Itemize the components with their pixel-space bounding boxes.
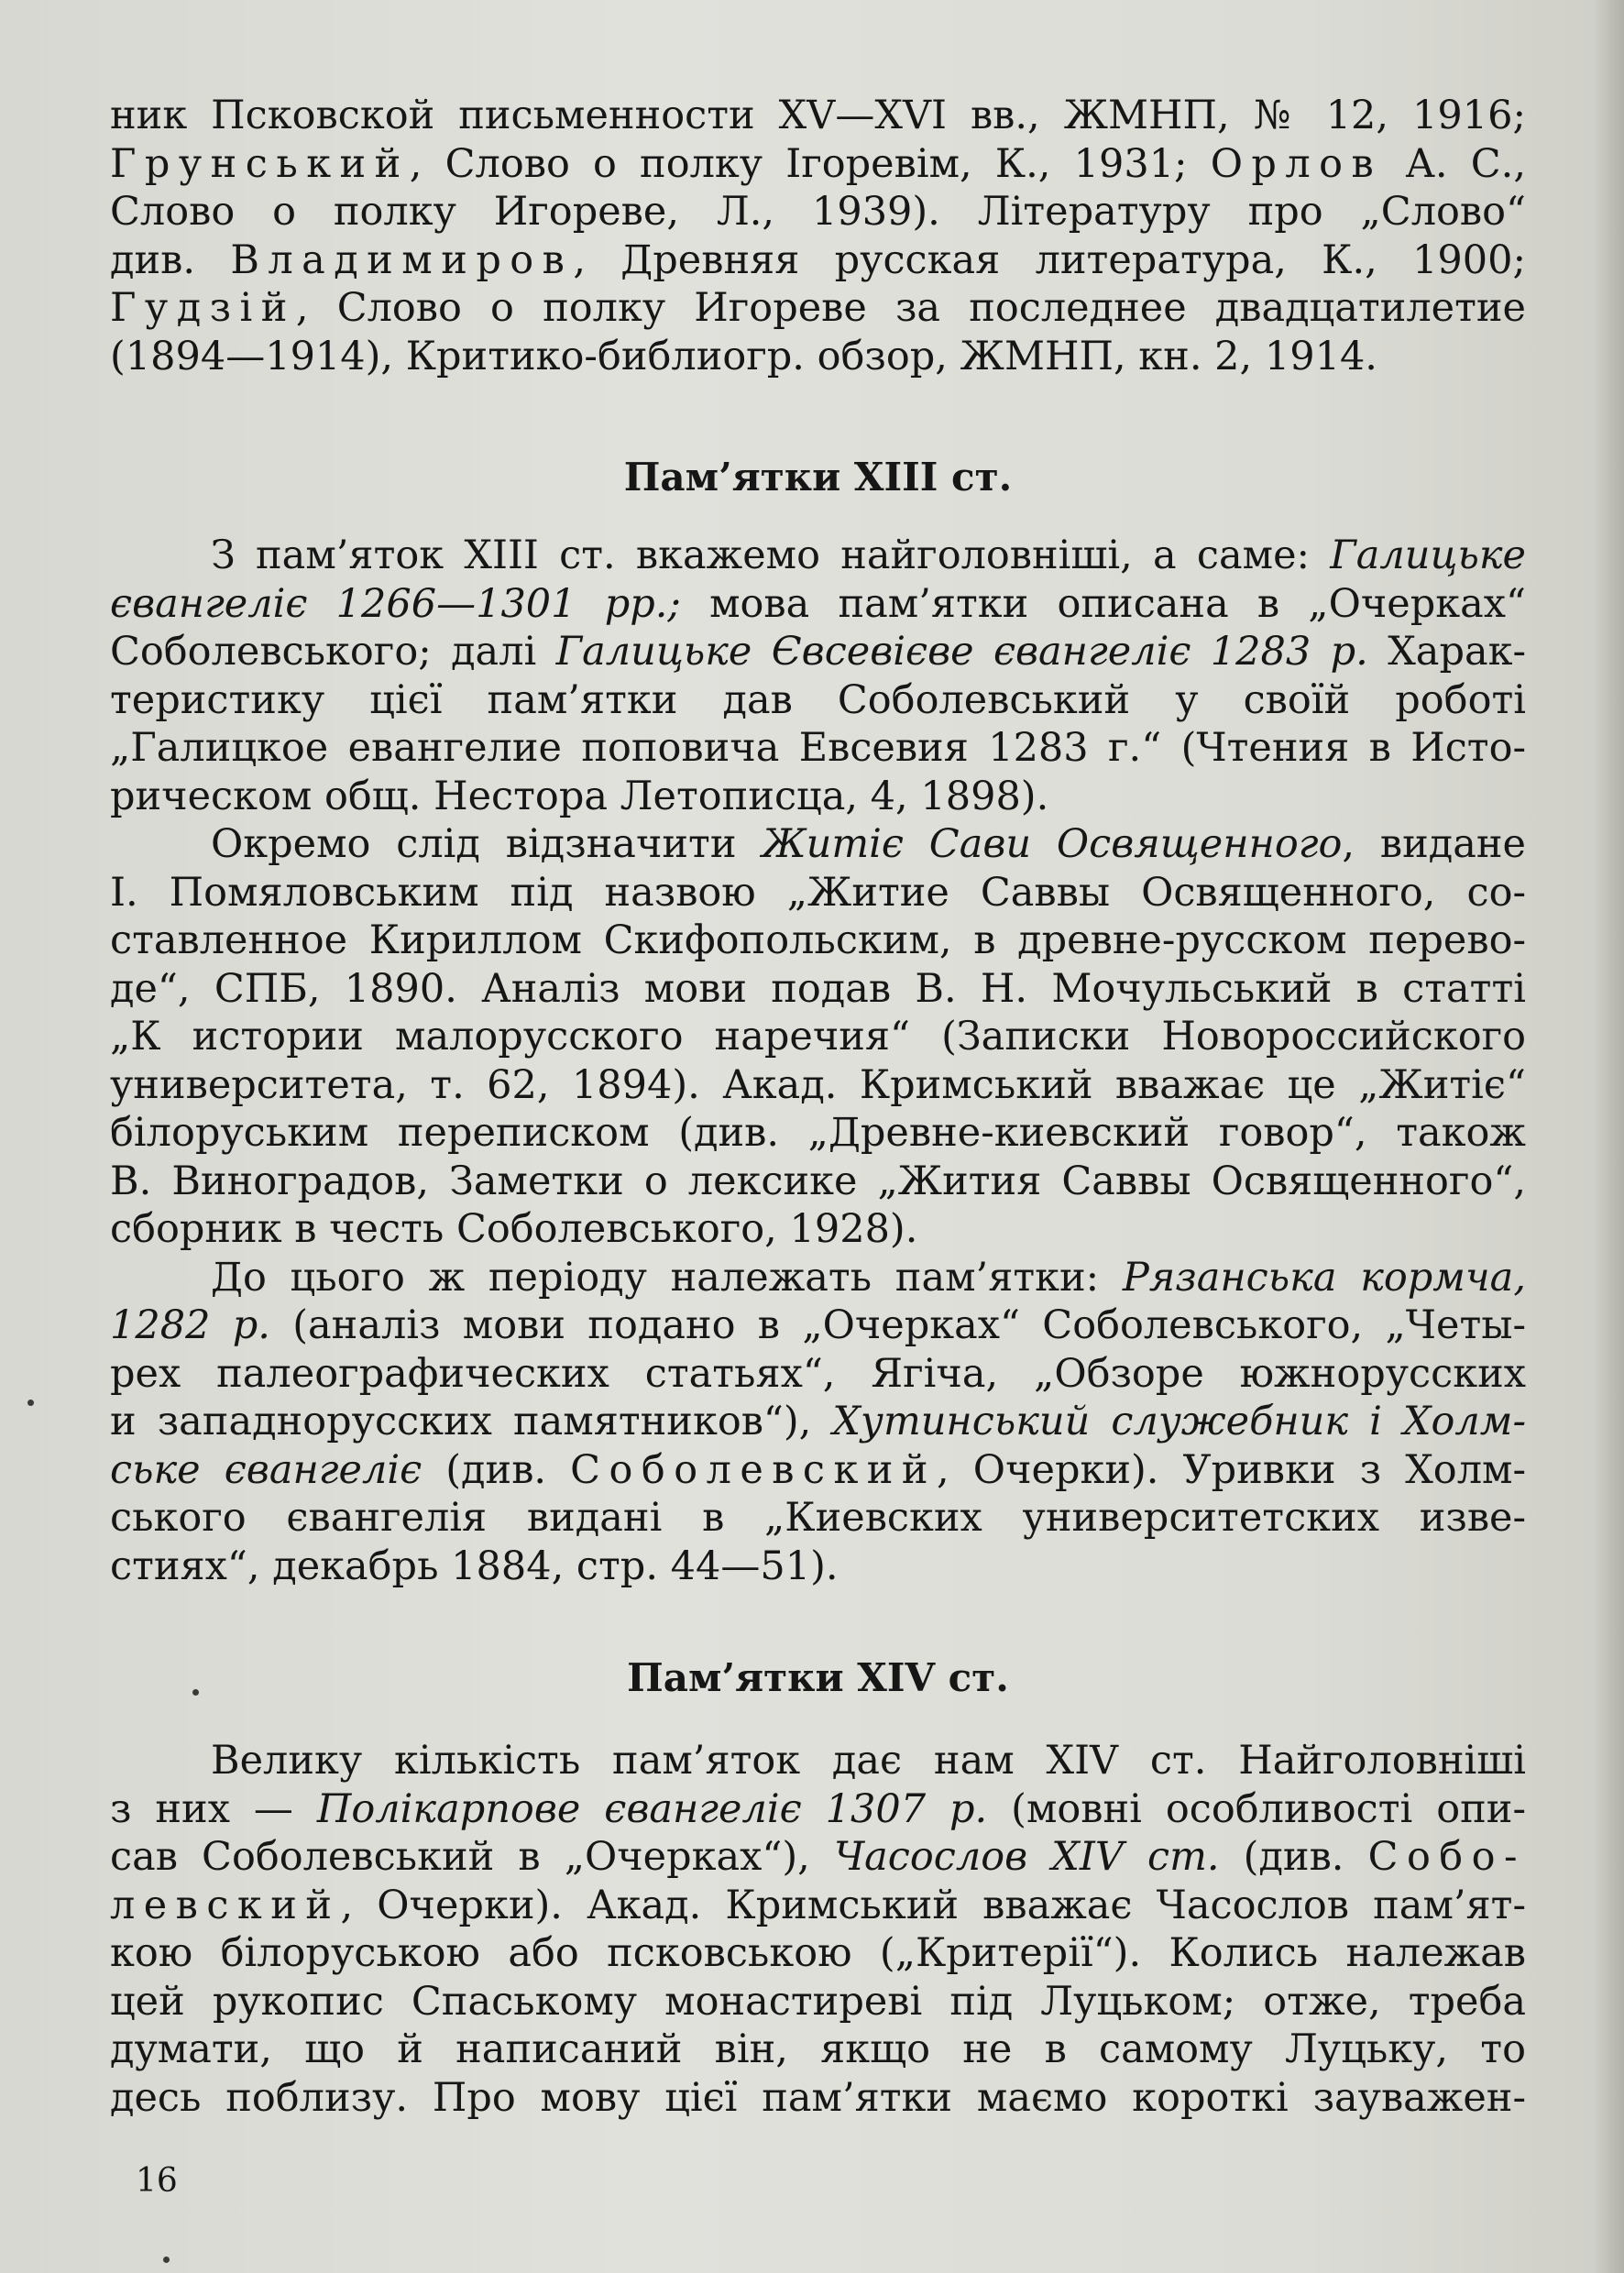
section-heading: Пам’ятки XIV ст. [627,1655,1009,1700]
text-run: з них — [110,1786,317,1832]
text-line [110,676,1526,724]
print-speck [27,1400,34,1406]
text-run: десь поблизу. Про мову цієї пам’ятки маємо короткі зауважен- [110,2075,1526,2121]
text-line [110,724,1526,772]
italic-title: Полікарпове євангеліє 1307 р. [316,1786,988,1832]
text-line [110,1158,1526,1205]
text-line [110,773,1526,820]
text-line [110,1446,1526,1494]
text-run: В. Виноградов, Заметки о лексике „Жития Саввы Освященного“, [110,1158,1526,1204]
text-run: (мовні особливості опи- [987,1786,1526,1832]
text-line [110,284,1526,332]
text-line [110,1254,1526,1301]
text-run: (див. [1219,1834,1368,1880]
text-run: Окремо слід відзначити [211,821,763,867]
text-run: „К истории малорусского наречия“ (Записки Новороссийского [110,1014,1526,1060]
author-name: Гудзій [110,285,296,331]
text-line [110,92,1526,139]
text-line [110,1978,1526,2026]
text-line [110,333,1526,380]
italic-title: ське євангеліє [110,1447,422,1493]
text-line [110,2074,1526,2122]
text-run: З пам’яток XIII ст. вкажемо найголовніші, а саме: [211,533,1331,578]
text-run: сав Соболевський в „Очерках“), [110,1834,834,1880]
text-line [110,1833,1526,1881]
page-number: 16 [136,2162,178,2200]
text-line [110,1301,1526,1349]
text-line [110,188,1526,236]
text-run: „Галицкое евангелие поповича Евсевия 1283 г.“ (Чтения в Исто- [110,725,1526,771]
text-line [110,1205,1526,1253]
text-run: рех палеографических статьях“, Ягіча, „Обзоре южнорусских [110,1351,1526,1397]
text-line [110,1350,1526,1398]
italic-title: Хутинський служебник і Холм- [832,1399,1526,1444]
text-run: (аналіз мови подано в „Очерках“ Соболевського, „Четы- [269,1302,1526,1348]
text-run: цей рукопис Спаському монастиреві під Луцьком; отже, треба [110,1979,1526,2025]
text-run: Харак- [1367,629,1526,675]
text-run: стиях“, декабрь 1884, стр. 44—51). [110,1543,839,1589]
italic-title: 1282 р. [110,1302,270,1348]
text-run: , Очерки). Акад. Кримський вважає Часослов пам’ят- [340,1883,1526,1928]
author-name: Грунський [110,141,410,187]
text-line [110,1785,1526,1833]
author-name: Собо- [1367,1834,1526,1880]
text-run: рическом общ. Нестора Летописца, 4, 1898). [110,774,1049,819]
text-run: А. С., [1382,141,1526,187]
italic-title: Галицьке Євсевієве євангеліє 1283 р. [555,629,1368,675]
text-run: (1894—1914), Критико-библиогр. обзор, ЖМНП, кн. 2, 1914. [110,334,1377,379]
italic-title: Житіє Сави Освященного [762,821,1343,867]
text-line [110,1929,1526,1977]
text-line [110,1543,1526,1590]
text-run: білоруським переписком (див. „Древне-киевский говор“, також [110,1110,1526,1156]
text-line [110,1398,1526,1445]
text-line [110,1013,1526,1060]
text-run: кою білоруською або псковською („Критерії“). Колись належав [110,1930,1526,1976]
text-run: университета, т. 62, 1894). Акад. Кримський вважає це „Житіє“ [110,1062,1526,1108]
author-name: Орлов [1210,141,1383,187]
italic-title: Часослов XIV ст. [833,1834,1220,1880]
italic-title: євангеліє 1266—1301 рр.; [110,581,681,627]
text-line [110,1494,1526,1542]
italic-title: Галицьке [1330,533,1526,578]
text-line [110,820,1526,868]
text-line [110,965,1526,1013]
text-run: До цього ж періоду належать пам’ятки: [211,1255,1123,1301]
text-line [110,1061,1526,1109]
text-run: , Слово о полку Ігоревім, К., 1931; [409,141,1211,187]
text-line [110,140,1526,188]
text-line [110,869,1526,917]
text-line [110,628,1526,675]
text-line [110,1737,1526,1784]
text-line [110,1882,1526,1929]
text-run: теристику цієї пам’ятки дав Соболевський у своїй роботі [110,677,1526,723]
text-run: , Слово о полку Игореве за последнее двадцатилетие [295,285,1526,331]
text-run: І. Помяловським під назвою „Житие Саввы Освященного, со- [110,870,1526,916]
text-run: ського євангелія видані в „Киевских университетских изве- [110,1495,1526,1541]
text-run: , Древняя русская литература, К., 1900; [573,237,1526,283]
text-run: думати, що й написаний він, якщо не в самому Луцьку, то [110,2026,1526,2072]
text-line [110,2026,1526,2073]
print-speck [163,2257,170,2263]
text-run: ник Псковской письменности XV—XVI вв., ЖМНП, № 12, 1916; [110,93,1526,138]
section-heading: Пам’ятки XIII ст. [623,455,1013,500]
author-name: Владимиров [230,237,574,283]
text-run: Велику кількість пам’яток дає нам XIV ст. Найголовніші [211,1738,1526,1784]
text-run: сборник в честь Соболевського, 1928). [110,1206,918,1252]
text-run: Соболевського; далі [110,629,556,675]
text-line [110,236,1526,284]
text-run: ставленное Кириллом Скифопольским, в древне-русском перево- [110,917,1526,963]
text-run: де“, СПБ, 1890. Аналіз мови подав В. Н. Мочульський в статті [110,966,1526,1012]
author-name: Соболевский [570,1447,938,1493]
page-edge-shadow [1593,0,1624,2273]
text-line [110,532,1526,579]
author-name: левский [110,1883,341,1928]
text-run: мова пам’ятки описана в „Очерках“ [680,581,1526,627]
text-run: див. [110,237,231,283]
text-line [110,917,1526,964]
text-run: , Очерки). Уривки з Холм- [937,1447,1526,1493]
text-run: , видане [1342,821,1526,867]
text-line [110,1109,1526,1157]
text-run: и западнорусских памятников“), [110,1399,833,1444]
text-line [110,580,1526,628]
italic-title: Рязанська кормча, [1122,1255,1526,1301]
text-run: (див. [422,1447,571,1493]
text-run: Слово о полку Игореве, Л., 1939). Літературу про „Слово“ [110,189,1526,235]
